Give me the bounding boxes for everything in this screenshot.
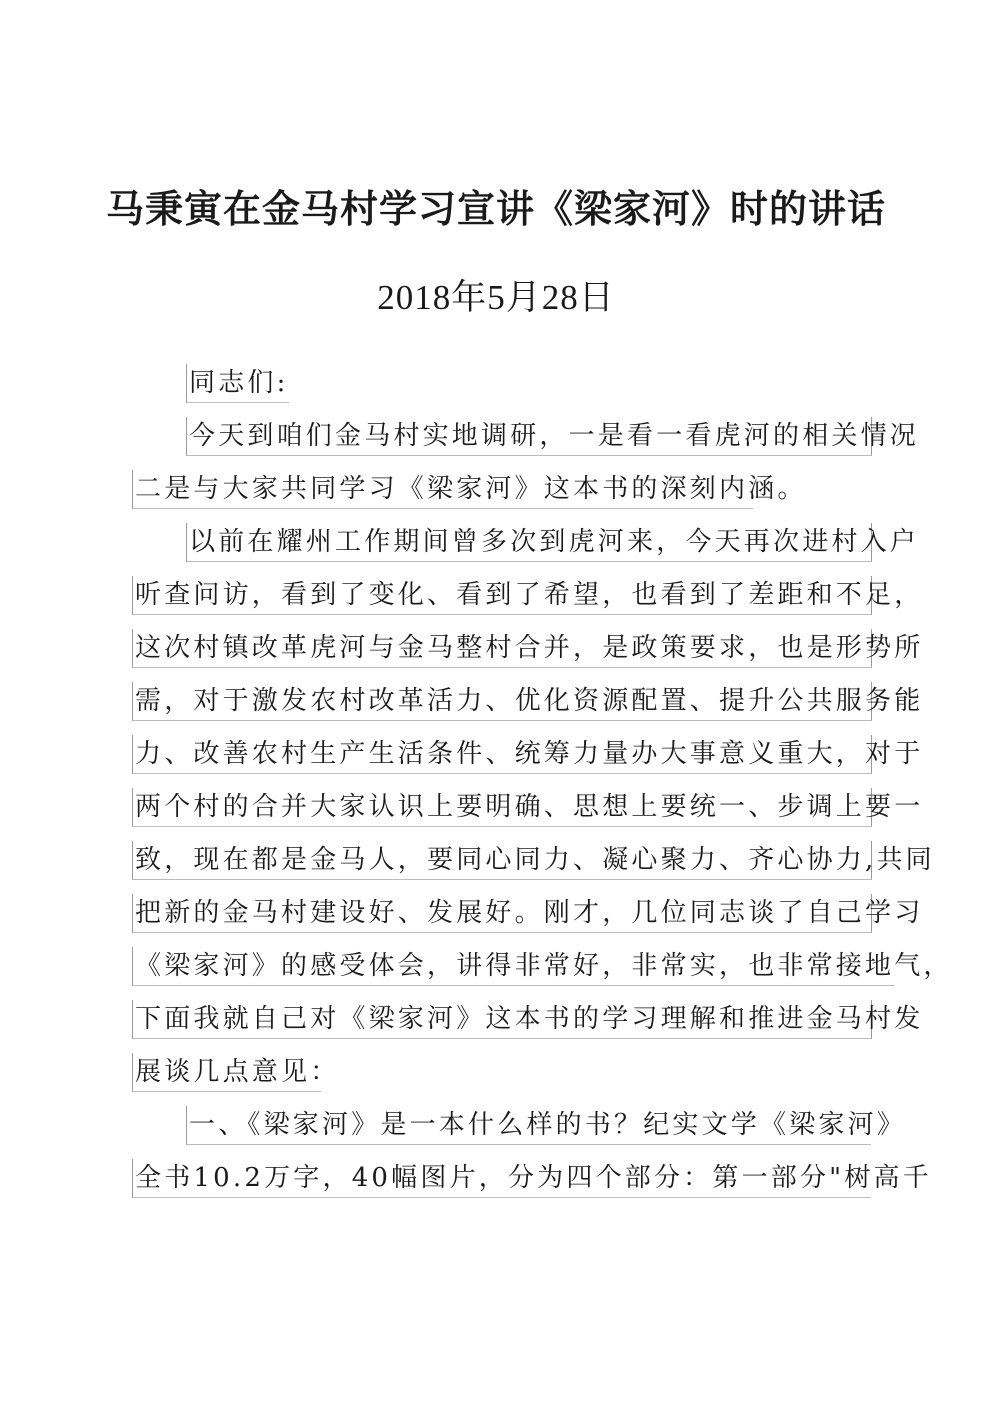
body-line: 需，对于激发农村改革活力、优化资源配置、提升公共服务能: [132, 682, 872, 721]
body-line: 一、《梁家河》是一本什么样的书？纪实文学《梁家河》: [186, 1106, 871, 1145]
body-line: 全书10.2万字，40幅图片，分为四个部分：第一部分"树高千: [132, 1159, 871, 1198]
document-date: 2018年5月28日: [377, 278, 615, 317]
body-line: 两个村的合并大家认识上要明确、思想上要统一、步调上要一: [132, 788, 872, 827]
body-line: 下面我就自己对《梁家河》这本书的学习理解和推进金马村发: [132, 1000, 872, 1039]
body-line: 二是与大家共同学习《梁家河》这本书的深刻内涵。: [132, 470, 753, 509]
body-line: 《梁家河》的感受体会，讲得非常好，非常实，也非常接地气，: [132, 947, 895, 986]
body-line: 以前在耀州工作期间曾多次到虎河来，今天再次进村入户: [186, 523, 872, 562]
body-line: 力、改善农村生产生活条件、统筹力量办大事意义重大，对于: [132, 735, 872, 774]
body-line: 这次村镇改革虎河与金马整村合并，是政策要求，也是形势所: [132, 629, 872, 668]
body-line: 展谈几点意见：: [132, 1053, 321, 1092]
salutation: 同志们:: [186, 364, 289, 403]
document-title: 马秉寅在金马村学习宣讲《梁家河》时的讲话: [105, 187, 886, 231]
body-line: 把新的金马村建设好、发展好。刚才，几位同志谈了自己学习: [132, 894, 872, 933]
body-line: 听查问访，看到了变化、看到了希望，也看到了差距和不足，: [132, 576, 872, 615]
body-line: 今天到咱们金马村实地调研，一是看一看虎河的相关情况: [186, 417, 872, 456]
body-line: 致，现在都是金马人，要同心同力、凝心聚力、齐心协力,共同: [132, 841, 872, 880]
